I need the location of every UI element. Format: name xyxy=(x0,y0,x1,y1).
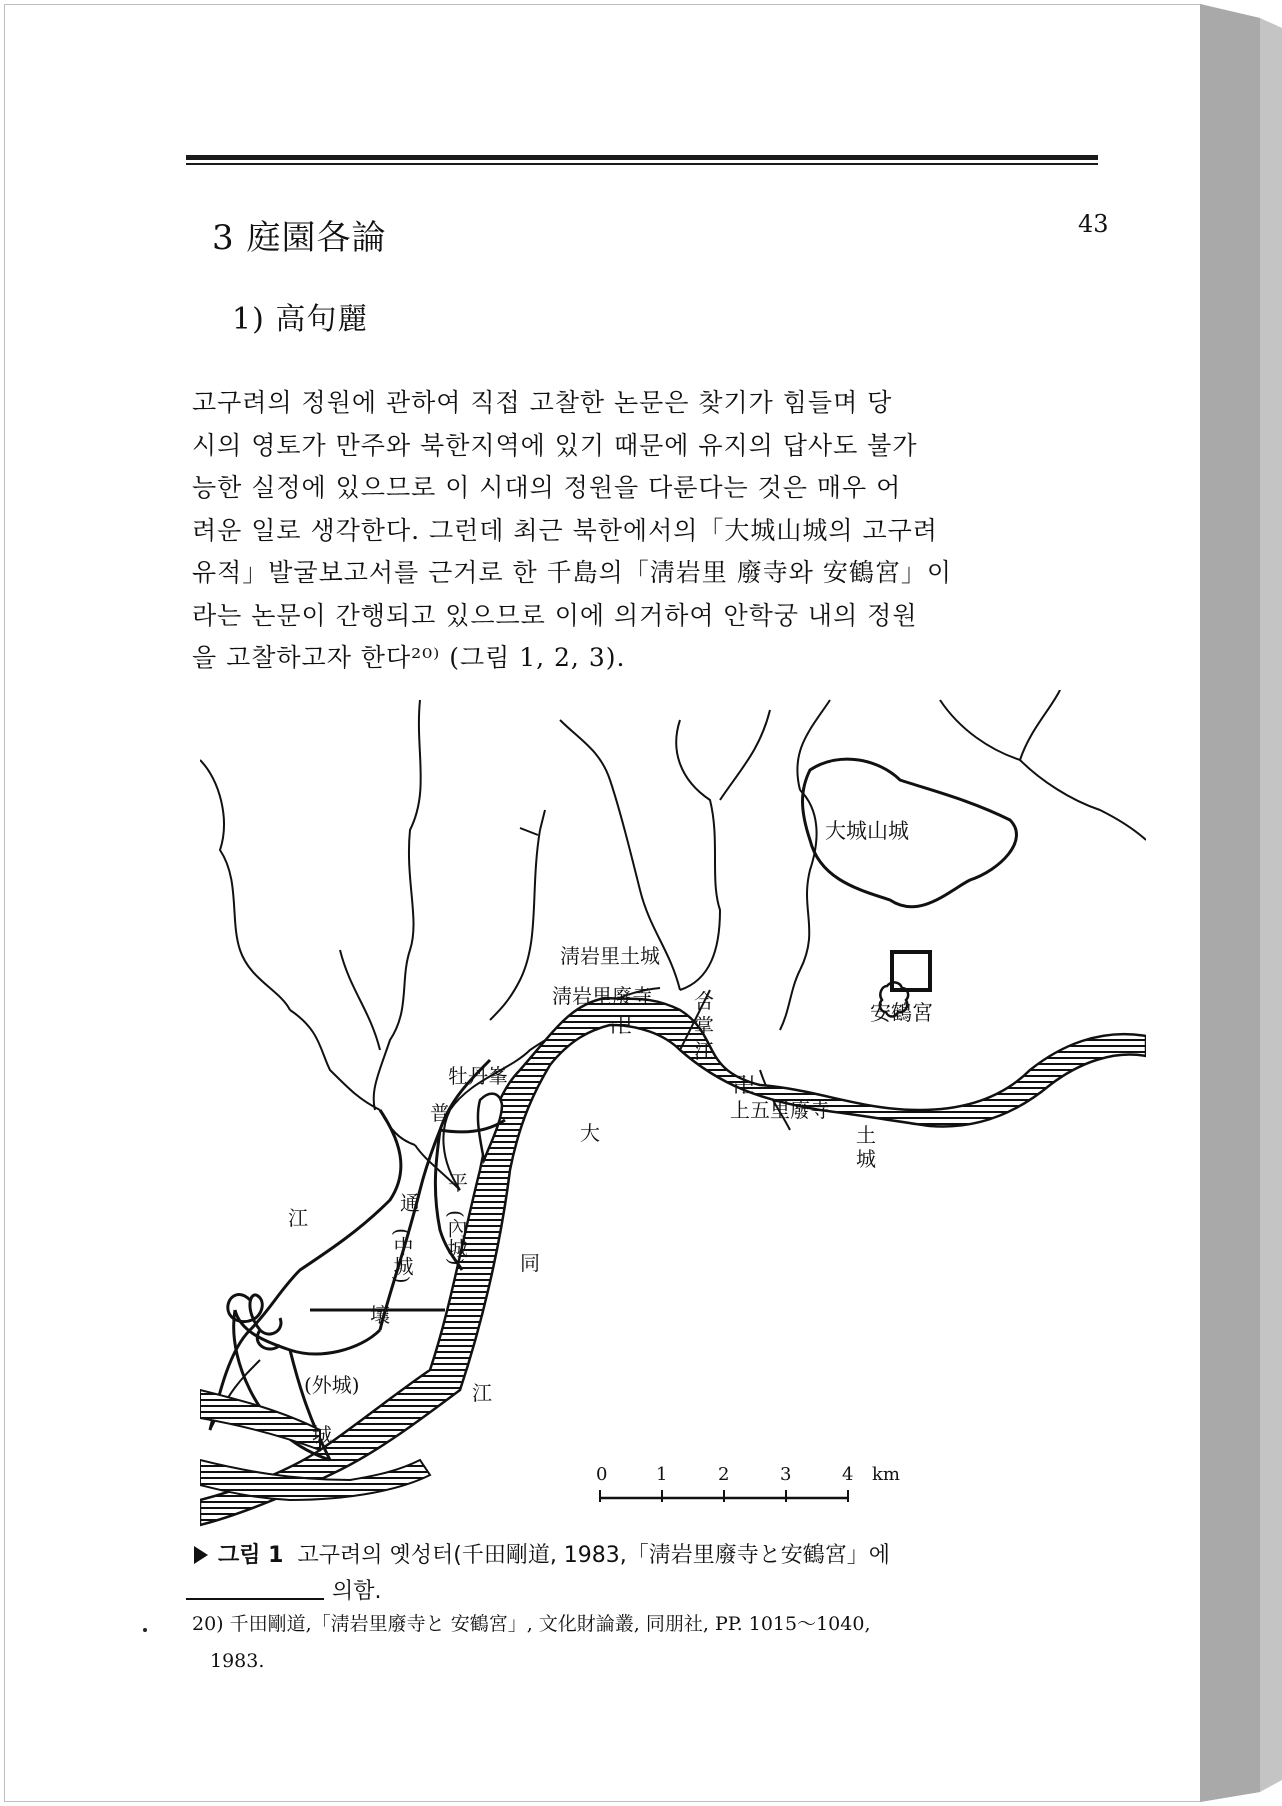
top-rule-thin xyxy=(186,163,1098,165)
caption-text-2: 의함. xyxy=(332,1579,382,1604)
body-line: 유적」발굴보고서를 근거로 한 千島의「淸岩里 廢寺와 安鶴宮」이 xyxy=(192,558,952,587)
label-anhak-palace: 安鶴宮 xyxy=(870,1001,933,1025)
label-manji-2: 卍 xyxy=(733,1074,756,1099)
label-moranbong: 牡丹峯 xyxy=(448,1064,508,1088)
footnote-line-2: 1983. xyxy=(210,1650,265,1672)
scale-bar xyxy=(596,1464,900,1502)
label-daesong-fortress: 大城山城 xyxy=(825,819,909,843)
label-earth-fortress-2: 城 xyxy=(856,1147,876,1171)
label-hapjang-1: 合 xyxy=(694,989,714,1013)
body-line: 시의 영토가 만주와 북한지역에 있기 때문에 유지의 답사도 불가 xyxy=(192,430,918,460)
book-edge xyxy=(1200,0,1282,1806)
label-gang-right: 江 xyxy=(472,1381,492,1405)
scale-tick-3: 3 xyxy=(780,1464,792,1485)
section-heading: 1) 高句麗 xyxy=(232,302,369,337)
body-paragraph xyxy=(192,382,958,680)
scale-tick-0: 0 xyxy=(596,1464,608,1485)
label-hapjang-3: 江 xyxy=(694,1039,714,1063)
caption-label: 그림 1 xyxy=(218,1543,284,1568)
taedong-river xyxy=(200,998,1146,1525)
footnote xyxy=(192,1606,972,1680)
label-cheongam-temple: 淸岩里廢寺 xyxy=(552,984,652,1008)
margin-dot xyxy=(143,1628,147,1632)
page-number: 43 xyxy=(1078,210,1109,238)
body-line: 라는 논문이 간행되고 있으므로 이에 의거하여 안학궁 내의 정원 xyxy=(192,600,918,630)
label-naeseong: (內城) xyxy=(444,1210,468,1266)
scale-tick-1: 1 xyxy=(656,1464,668,1485)
label-yang: 壤 xyxy=(370,1303,390,1327)
body-line: 려운 일로 생각한다. 그런데 최근 북한에서의「大城山城의 고구려 xyxy=(192,515,938,545)
label-bo: 普 xyxy=(430,1101,450,1125)
body-line: 능한 실정에 있으므로 이 시대의 정원을 다룬다는 것은 매우 어 xyxy=(192,473,902,502)
label-oeseong: (外城) xyxy=(304,1373,360,1397)
label-seong: 城 xyxy=(312,1423,332,1447)
scale-unit: km xyxy=(872,1464,900,1485)
pyongyang-fortress-map xyxy=(200,690,1146,1550)
label-cheongam-fortress: 淸岩里土城 xyxy=(560,944,660,968)
caption-line-2 xyxy=(194,1574,954,1610)
label-dong: 同 xyxy=(520,1251,540,1275)
label-jungseong: (中城) xyxy=(390,1228,414,1284)
caption-arrow-icon xyxy=(194,1546,208,1564)
label-pyeong: 平 xyxy=(448,1171,468,1195)
chapter-heading: 3 庭園各論 xyxy=(212,218,387,258)
label-gang-left: 江 xyxy=(288,1206,308,1230)
footnote-rule xyxy=(186,1598,324,1600)
label-dae: 大 xyxy=(580,1121,600,1145)
scale-tick-2: 2 xyxy=(718,1464,730,1485)
lower-river-band xyxy=(200,1390,320,1450)
label-sangoseri-temple: 上五里廢寺 xyxy=(730,1098,830,1122)
label-hapjang-2: 掌 xyxy=(694,1014,714,1038)
label-tong: 通 xyxy=(400,1191,420,1215)
top-rule-thick xyxy=(186,155,1098,160)
body-line: 을 고찰하고자 한다²⁰⁾ (그림 1, 2, 3). xyxy=(192,643,626,672)
caption-line-1 xyxy=(194,1538,954,1574)
body-line: 고구려의 정원에 관하여 직접 고찰한 논문은 찾기가 힘들며 당 xyxy=(192,388,893,417)
label-earth-fortress-1: 土 xyxy=(856,1123,876,1147)
footnote-line-1: 20) 千田剛道,「淸岩里廢寺と 安鶴宮」, 文化財論叢, 同朋社, PP. 1015～1040, xyxy=(192,1613,871,1635)
label-manji-1: 卍 xyxy=(610,1014,633,1039)
caption-text: 고구려의 옛성터(千田剛道, 1983,「淸岩里廢寺と安鶴宮」에 xyxy=(297,1543,891,1568)
scale-tick-4: 4 xyxy=(842,1464,854,1485)
